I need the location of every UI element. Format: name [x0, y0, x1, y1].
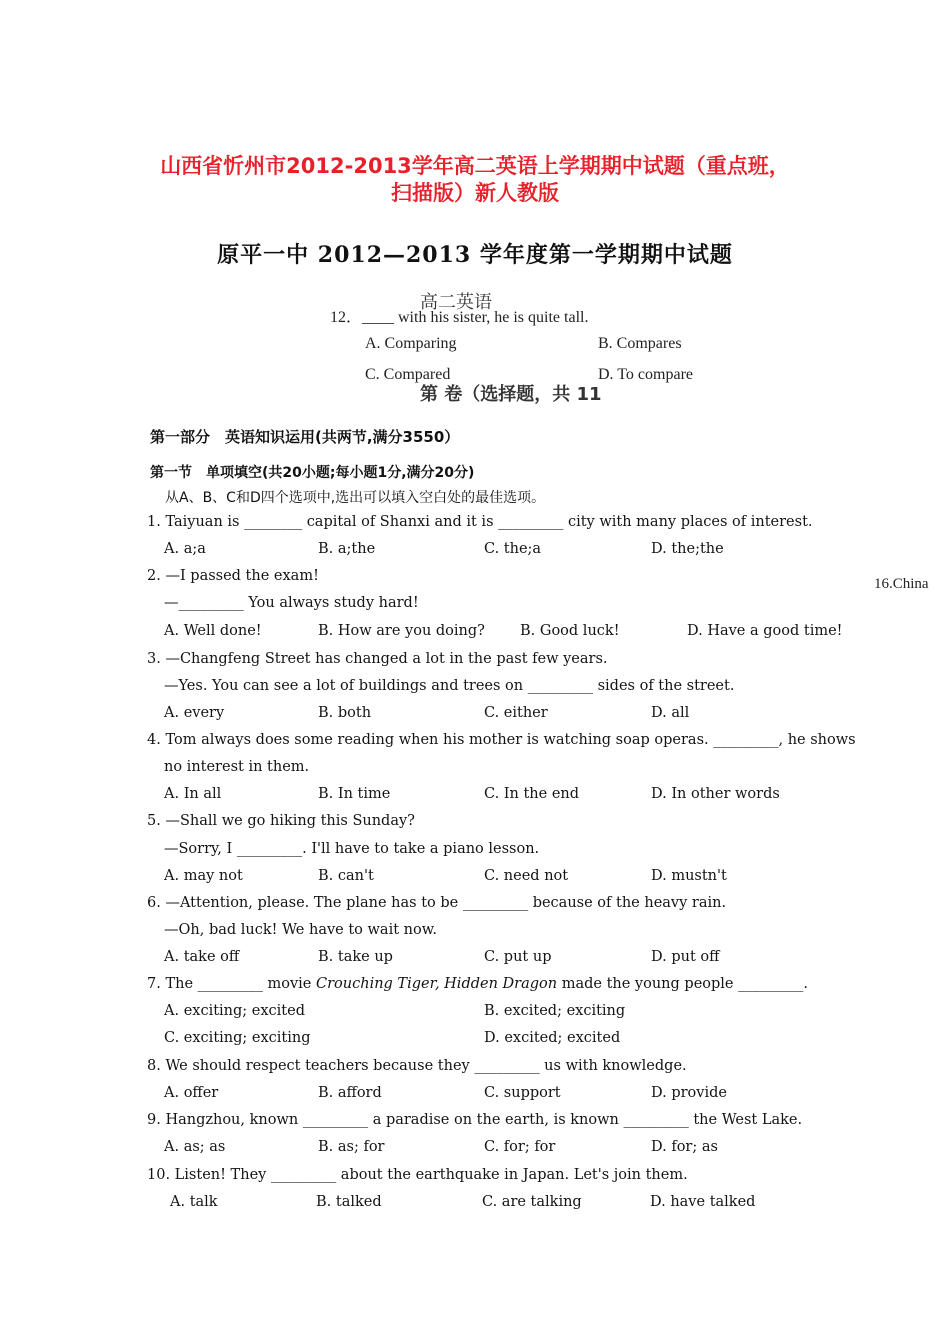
instruction-text: 从A、B、C和D四个选项中,选出可以填入空白处的最佳选项。 [165, 490, 546, 506]
question-3-response: —Yes. You can see a lot of buildings and trees on _________ sides of the street. [164, 678, 735, 694]
section-one-heading: 第一节 单项填空(共20小题;每小题1分,满分20分) [150, 465, 475, 481]
question-4-stem-continued: no interest in them. [164, 759, 310, 775]
overlay-option-b: B. Compares [598, 335, 682, 352]
question-7-option-a: A. exciting; excited [164, 1003, 305, 1019]
question-5-option-d: D. mustn't [651, 868, 727, 884]
question-7-option-c: C. exciting; exciting [164, 1030, 311, 1046]
question-9-option-b: B. as; for [318, 1139, 385, 1155]
question-9-option-c: C. for; for [484, 1139, 556, 1155]
question-2-option-b: B. How are you doing? [318, 623, 485, 639]
part-one-heading: 第一部分 英语知识运用(共两节,满分3550） [150, 428, 460, 446]
covered-subtitle: 高二英语 [420, 292, 492, 313]
question-6-response: —Oh, bad luck! We have to wait now. [164, 922, 438, 938]
document-title-line2: 扫描版）新人教版 [391, 181, 559, 205]
question-10-option-a: A. talk [170, 1194, 218, 1210]
question-3-stem: 3. —Changfeng Street has changed a lot in the past few years. [147, 651, 608, 667]
question-4-option-a: A. In all [164, 786, 222, 802]
exam-title: 原平一中 2012—2013 学年度第一学期期中试题 [217, 242, 733, 268]
question-3-option-a: A. every [164, 705, 225, 721]
question-4-stem: 4. Tom always does some reading when his mother is watching soap operas. _________, he shows [147, 732, 856, 748]
document-title-line1: 山西省忻州市2012-2013学年高二英语上学期期中试题（重点班， [160, 154, 790, 178]
side-note: 16.China [874, 576, 929, 592]
question-5-stem: 5. —Shall we go hiking this Sunday? [147, 813, 415, 829]
question-3-option-c: C. either [484, 705, 548, 721]
question-10-option-b: B. talked [316, 1194, 382, 1210]
question-8-option-c: C. support [484, 1085, 561, 1101]
question-9-option-d: D. for; as [651, 1139, 718, 1155]
overlay-option-d: D. To compare [598, 366, 693, 383]
question-6-stem: 6. —Attention, please. The plane has to be _________ because of the heavy rain. [147, 895, 727, 911]
question-6-option-a: A. take off [164, 949, 240, 965]
question-7-stem: 7. The _________ movie Crouching Tiger, Hidden Dragon made the young people _________. [147, 976, 808, 992]
question-8-option-a: A. offer [164, 1085, 219, 1101]
question-8-option-d: D. provide [651, 1085, 727, 1101]
question-10-option-d: D. have talked [650, 1194, 756, 1210]
question-9-stem: 9. Hangzhou, known _________ a paradise on the earth, is known _________ the West Lake. [147, 1112, 803, 1128]
question-4-option-d: D. In other words [651, 786, 780, 802]
question-6-option-c: C. put up [484, 949, 552, 965]
question-2-response: —_________ You always study hard! [164, 595, 419, 611]
overlay-option-a: A. Comparing [365, 335, 457, 352]
overlay-question-stem: 12．____ with his sister, he is quite tall. [330, 309, 589, 326]
question-7-option-d: D. excited; excited [484, 1030, 621, 1046]
question-6-option-b: B. take up [318, 949, 393, 965]
overlay-option-c: C. Compared [365, 366, 451, 383]
question-1-option-b: B. a;the [318, 541, 376, 557]
question-1-option-c: C. the;a [484, 541, 542, 557]
movie-title: Crouching Tiger, Hidden Dragon [316, 976, 558, 992]
question-7-option-b: B. excited; exciting [484, 1003, 626, 1019]
question-8-option-b: B. afford [318, 1085, 382, 1101]
question-1-option-d: D. the;the [651, 541, 724, 557]
question-10-option-c: C. are talking [482, 1194, 582, 1210]
question-2-option-a: A. Well done! [164, 623, 262, 639]
question-3-option-d: D. all [651, 705, 690, 721]
question-4-option-b: B. In time [318, 786, 391, 802]
question-8-stem: 8. We should respect teachers because they _________ us with knowledge. [147, 1058, 687, 1074]
question-4-option-c: C. In the end [484, 786, 580, 802]
question-2-stem: 2. —I passed the exam! [147, 568, 319, 584]
question-1-stem: 1. Taiyuan is ________ capital of Shanxi and it is _________ city with many places of interest. [147, 514, 813, 530]
question-1-option-a: A. a;a [164, 541, 206, 557]
question-2-option-d: D. Have a good time! [687, 623, 843, 639]
question-5-option-b: B. can't [318, 868, 374, 884]
question-3-option-b: B. both [318, 705, 372, 721]
covered-volume-line: 第 卷（选择题，共 11 [420, 384, 602, 405]
question-6-option-d: D. put off [651, 949, 720, 965]
question-9-option-a: A. as; as [164, 1139, 226, 1155]
question-10-stem: 10. Listen! They _________ about the earthquake in Japan. Let's join them. [147, 1167, 688, 1183]
question-2-option-c: B. Good luck! [520, 623, 620, 639]
question-5-option-a: A. may not [164, 868, 243, 884]
question-5-option-c: C. need not [484, 868, 569, 884]
question-5-response: —Sorry, I _________. I'll have to take a piano lesson. [164, 841, 540, 857]
